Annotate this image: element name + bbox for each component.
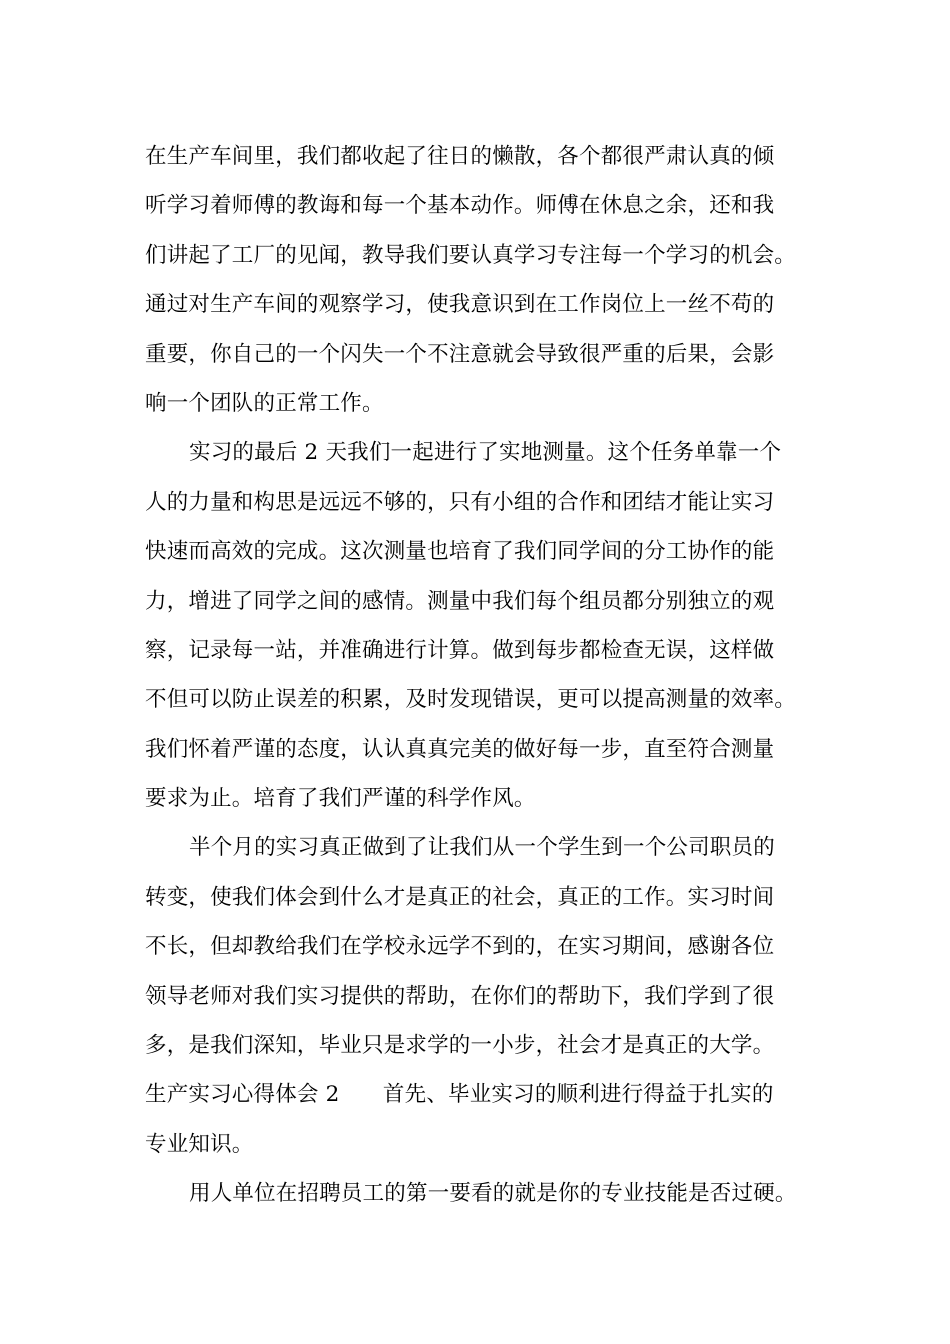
text-line: 在生产车间里，我们都收起了往日的懒散，各个都很严肃认真的倾 xyxy=(145,144,775,169)
text-line: 们讲起了工厂的见闻，教导我们要认真学习专注每一个学习的机会。 xyxy=(145,242,797,268)
text-line: 听学习着师傅的教诲和每一个基本动作。师傅在休息之余，还和我 xyxy=(145,193,775,219)
text-line: 快速而高效的完成。这次测量也培育了我们同学间的分工协作的能 xyxy=(145,539,775,565)
section-heading-line: 生产实习心得体会 2 首先、毕业实习的顺利进行得益于扎实的 xyxy=(145,1082,774,1108)
text-line: 人的力量和构思是远远不够的，只有小组的合作和团结才能让实习 xyxy=(145,489,775,515)
text-line: 不长，但却教给我们在学校永远学不到的，在实习期间，感谢各位 xyxy=(145,934,775,960)
paragraph-start-line: 实习的最后 2 天我们一起进行了实地测量。这个任务单靠一个 xyxy=(189,440,782,466)
text-line: 我们怀着严谨的态度，认认真真完美的做好每一步，直至符合测量 xyxy=(145,736,775,762)
document-body xyxy=(145,132,825,1219)
text-line: 专业知识。 xyxy=(145,1131,254,1157)
text-line: 转变，使我们体会到什么才是真正的社会，真正的工作。实习时间 xyxy=(145,884,775,910)
text-line: 力，增进了同学之间的感情。测量中我们每个组员都分别独立的观 xyxy=(145,588,775,614)
paragraph-start-line: 半个月的实习真正做到了让我们从一个学生到一个公司职员的 xyxy=(189,835,775,861)
text-line: 不但可以防止误差的积累，及时发现错误，更可以提高测量的效率。 xyxy=(145,687,797,713)
text-line: 通过对生产车间的观察学习，使我意识到在工作岗位上一丝不苟的 xyxy=(145,292,775,318)
text-line: 响一个团队的正常工作。 xyxy=(145,390,384,416)
text-line: 察，记录每一站，并准确进行计算。做到每步都检查无误，这样做 xyxy=(145,637,775,663)
paragraph-start-line: 用人单位在招聘员工的第一要看的就是你的专业技能是否过硬。 xyxy=(189,1181,797,1207)
text-line: 领导老师对我们实习提供的帮助，在你们的帮助下，我们学到了很 xyxy=(145,983,775,1009)
text-line: 多，是我们深知，毕业只是求学的一小步，社会才是真正的大学。 xyxy=(145,1033,775,1059)
text-line: 重要，你自己的一个闪失一个不注意就会导致很严重的后果，会影 xyxy=(145,341,775,367)
text-line: 要求为止。培育了我们严谨的科学作风。 xyxy=(145,786,536,812)
